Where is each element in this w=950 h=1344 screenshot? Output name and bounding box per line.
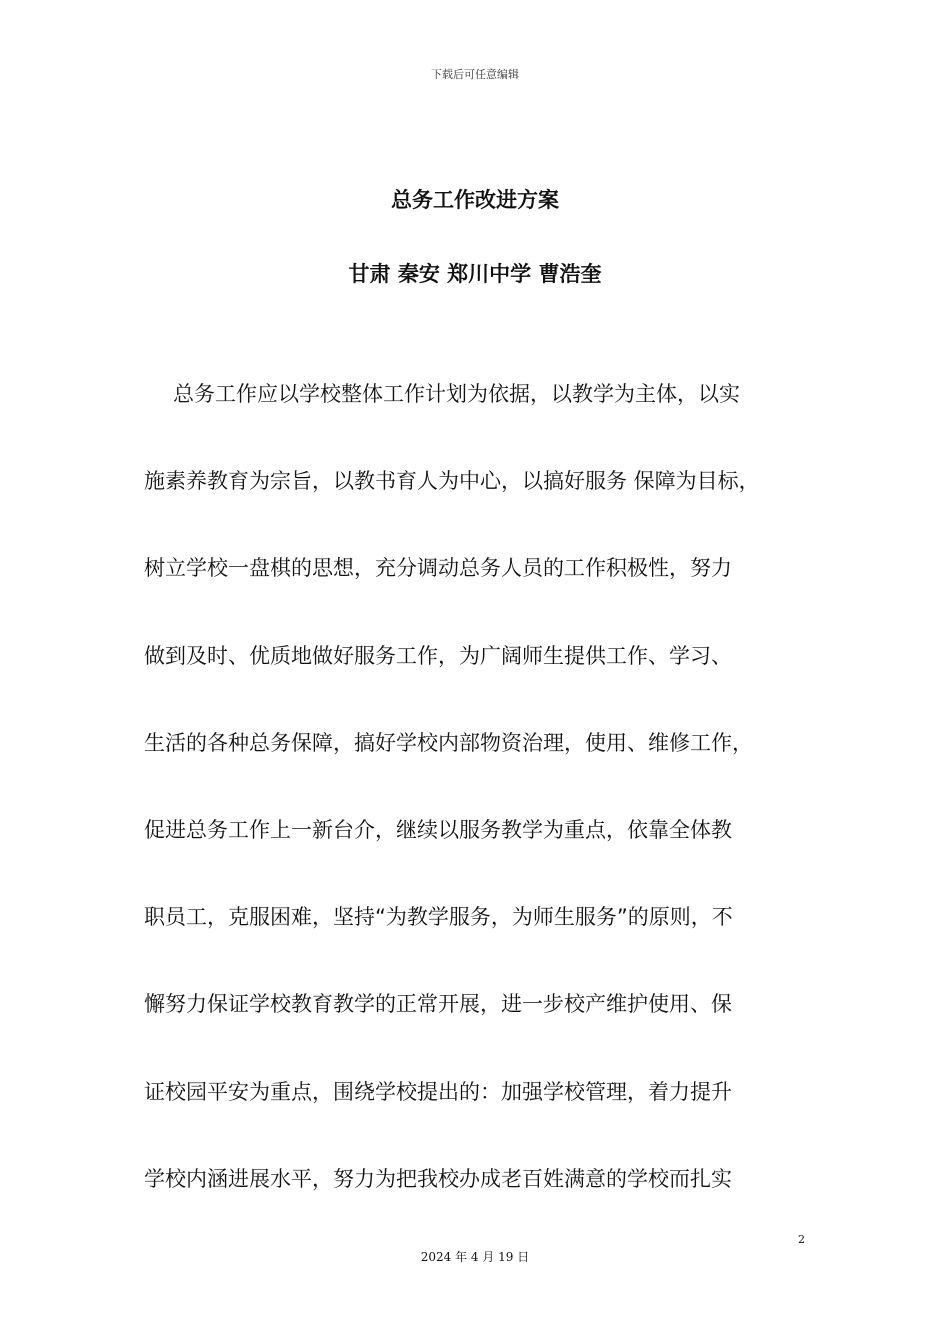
body-line: 总务工作应以学校整体工作计划为依据，以教学为主体，以实 (173, 382, 740, 406)
body-line: 做到及时、优质地做好服务工作，为广阔师生提供工作、学习、 (144, 643, 732, 668)
body-line: 生活的各种总务保障，搞好学校内部物资治理，使用、维修工作， (144, 730, 753, 755)
document-title: 总务工作改进方案 (391, 188, 559, 212)
body-line: 施素养教育为宗旨，以教书育人为中心，以搞好服务 保障为目标， (144, 469, 760, 494)
body-text (144, 378, 824, 1250)
body-line: 学校内涵进展水平，努力为把我校办成老百姓满意的学校而扎实 (144, 1166, 732, 1191)
body-line: 树立学校一盘棋的思想，充分调动总务人员的工作积极性，努力 (144, 556, 732, 581)
document-author: 甘肃 秦安 郑川中学 曹浩奎 (348, 262, 602, 286)
body-line: 职员工，克服困难，坚持“为教学服务，为师生服务”的原则，不 (144, 905, 733, 930)
page-number: 2 (798, 1233, 805, 1246)
footer-date: 2024 年 4 月 19 日 (420, 1250, 530, 1264)
body-line: 证校园平安为重点，围绕学校提出的：加强学校管理，着力提升 (144, 1079, 732, 1104)
header-note: 下载后可任意编辑 (431, 68, 519, 81)
body-line: 促进总务工作上一新台介，继续以服务教学为重点，依靠全体教 (144, 817, 732, 842)
body-line: 懈努力保证学校教育教学的正常开展，进一步校产维护使用、保 (144, 992, 732, 1017)
